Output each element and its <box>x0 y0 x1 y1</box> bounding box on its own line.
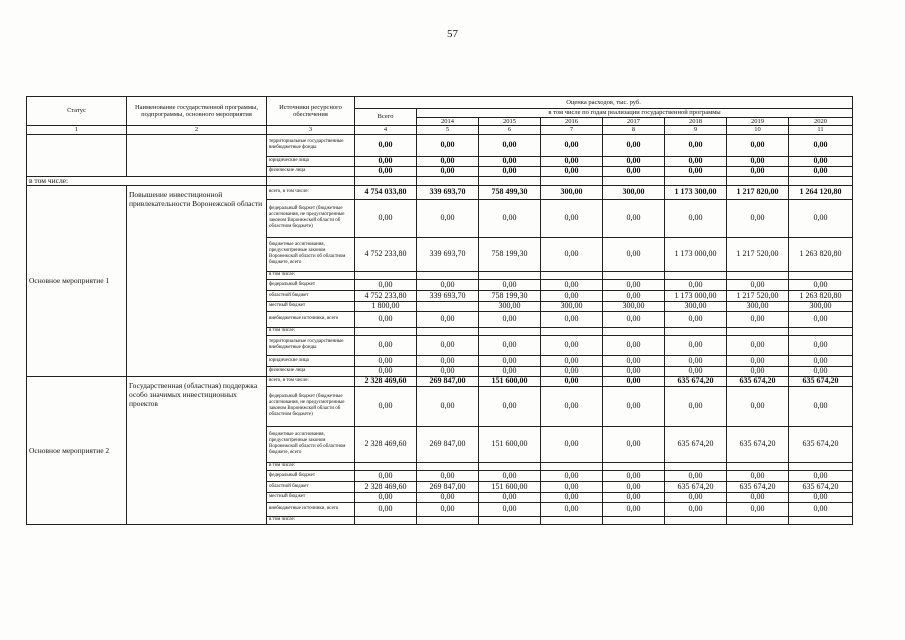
value-cell: 0,00 <box>727 311 789 327</box>
value-cell: 2 328 469,60 <box>355 376 417 386</box>
value-cell <box>603 516 665 524</box>
header-year: 2017 <box>603 117 665 126</box>
value-cell: 0,00 <box>727 386 789 426</box>
empty-cell <box>727 176 789 185</box>
value-cell: 0,00 <box>665 355 727 366</box>
value-cell <box>355 271 417 279</box>
value-cell: 0,00 <box>355 279 417 290</box>
value-cell: 0,00 <box>665 134 727 156</box>
value-cell <box>603 327 665 335</box>
source-cell: всего, в том числе: <box>267 185 355 199</box>
value-cell <box>355 462 417 470</box>
value-cell <box>479 327 541 335</box>
value-cell: 269 847,00 <box>417 426 479 462</box>
header-year: 2016 <box>541 117 603 126</box>
value-cell: 0,00 <box>541 386 603 426</box>
value-cell: 300,00 <box>665 301 727 311</box>
value-cell: 151 600,00 <box>479 481 541 492</box>
value-cell: 0,00 <box>789 166 853 176</box>
value-cell: 0,00 <box>541 492 603 502</box>
value-cell: 0,00 <box>665 311 727 327</box>
value-cell <box>479 516 541 524</box>
value-cell: 0,00 <box>541 311 603 327</box>
value-cell: 1 217 520,00 <box>727 237 789 271</box>
value-cell: 0,00 <box>541 166 603 176</box>
section-divider-row <box>27 176 853 185</box>
value-cell: 339 693,70 <box>417 237 479 271</box>
value-cell: 0,00 <box>541 237 603 271</box>
value-cell: 0,00 <box>665 166 727 176</box>
value-cell: 0,00 <box>479 492 541 502</box>
value-cell: 151 600,00 <box>479 426 541 462</box>
header-col-num: 9 <box>665 126 727 135</box>
value-cell: 0,00 <box>789 134 853 156</box>
value-cell: 0,00 <box>665 199 727 237</box>
value-cell: 0,00 <box>789 311 853 327</box>
header-col-num: 10 <box>727 126 789 135</box>
value-cell: 0,00 <box>479 134 541 156</box>
value-cell: 2 328 469,60 <box>355 481 417 492</box>
value-cell: 0,00 <box>603 335 665 355</box>
empty-cell <box>665 176 727 185</box>
value-cell: 0,00 <box>355 492 417 502</box>
value-cell: 0,00 <box>479 355 541 366</box>
value-cell: 0,00 <box>355 166 417 176</box>
value-cell: 0,00 <box>417 199 479 237</box>
header-colnum-row <box>27 126 853 135</box>
value-cell: 0,00 <box>603 199 665 237</box>
value-cell: 635 674,20 <box>665 376 727 386</box>
header-year: 2020 <box>789 117 853 126</box>
value-cell: 635 674,20 <box>789 376 853 386</box>
status-cell: Основное мероприятие 2 <box>27 376 127 524</box>
value-cell: 0,00 <box>727 502 789 516</box>
value-cell: 0,00 <box>789 366 853 376</box>
value-cell: 1 217 820,00 <box>727 185 789 199</box>
value-cell: 0,00 <box>665 156 727 166</box>
header-col-num: 8 <box>603 126 665 135</box>
header-year: 2018 <box>665 117 727 126</box>
value-cell: 0,00 <box>541 134 603 156</box>
header-col-num: 1 <box>27 126 127 135</box>
value-cell <box>417 327 479 335</box>
value-cell: 0,00 <box>603 492 665 502</box>
value-cell: 0,00 <box>541 366 603 376</box>
value-cell <box>541 516 603 524</box>
value-cell: 1 263 820,80 <box>789 237 853 271</box>
header-status: Статус <box>27 97 127 126</box>
value-cell: 1 264 120,80 <box>789 185 853 199</box>
value-cell: 0,00 <box>417 311 479 327</box>
value-cell <box>665 327 727 335</box>
value-cell <box>603 271 665 279</box>
value-cell: 300,00 <box>603 301 665 311</box>
value-cell: 2 328 469,60 <box>355 426 417 462</box>
value-cell: 0,00 <box>603 156 665 166</box>
empty-cell <box>267 176 355 185</box>
value-cell: 0,00 <box>665 366 727 376</box>
value-cell: 0,00 <box>479 156 541 166</box>
value-cell <box>541 462 603 470</box>
table-row <box>27 134 853 156</box>
value-cell: 0,00 <box>355 156 417 166</box>
header-col-num: 6 <box>479 126 541 135</box>
value-cell: 0,00 <box>603 470 665 481</box>
value-cell: 0,00 <box>603 426 665 462</box>
value-cell <box>417 271 479 279</box>
value-cell: 0,00 <box>727 355 789 366</box>
source-cell: юридические лица <box>267 355 355 366</box>
value-cell: 0,00 <box>727 335 789 355</box>
header-estimate: Оценка расходов, тыс. руб. <box>355 97 853 109</box>
value-cell: 635 674,20 <box>789 426 853 462</box>
header-source: Источники ресурсного обеспечения <box>267 97 355 126</box>
value-cell: 0,00 <box>417 166 479 176</box>
source-cell: местный бюджет <box>267 301 355 311</box>
table-row <box>27 185 853 199</box>
header-col-num: 11 <box>789 126 853 135</box>
value-cell: 0,00 <box>479 279 541 290</box>
source-cell: в том числе: <box>267 327 355 335</box>
value-cell: 0,00 <box>789 279 853 290</box>
value-cell: 0,00 <box>417 492 479 502</box>
value-cell: 0,00 <box>355 386 417 426</box>
value-cell: 0,00 <box>479 166 541 176</box>
name-cell: Государственная (областная) поддержка особо значимых инвестиционных проектов <box>127 376 267 524</box>
source-cell: федеральный бюджет (бюджетные ассигнования, не предусмотренные законом Воронежской области об областном бюджете) <box>267 199 355 237</box>
value-cell: 0,00 <box>603 366 665 376</box>
header-total: Всего <box>355 109 417 126</box>
value-cell: 0,00 <box>665 335 727 355</box>
value-cell: 0,00 <box>603 376 665 386</box>
source-cell: федеральный бюджет (бюджетные ассигнования, не предусмотренные законом Воронежской области об областном бюджете) <box>267 386 355 426</box>
value-cell: 0,00 <box>789 335 853 355</box>
value-cell: 269 847,00 <box>417 481 479 492</box>
value-cell: 0,00 <box>603 134 665 156</box>
value-cell: 300,00 <box>541 185 603 199</box>
value-cell: 4 752 233,80 <box>355 237 417 271</box>
source-cell: физические лица <box>267 366 355 376</box>
value-cell: 0,00 <box>727 279 789 290</box>
value-cell: 0,00 <box>727 366 789 376</box>
status-cell <box>27 134 127 176</box>
value-cell: 300,00 <box>789 301 853 311</box>
value-cell: 0,00 <box>665 492 727 502</box>
value-cell: 0,00 <box>479 470 541 481</box>
value-cell: 0,00 <box>417 134 479 156</box>
value-cell: 0,00 <box>541 199 603 237</box>
value-cell <box>665 462 727 470</box>
value-cell: 0,00 <box>541 426 603 462</box>
in-that-number-label: в том числе: <box>27 176 267 185</box>
source-cell: областной бюджет <box>267 290 355 301</box>
value-cell <box>541 271 603 279</box>
value-cell <box>479 462 541 470</box>
value-cell: 0,00 <box>727 470 789 481</box>
value-cell: 0,00 <box>479 366 541 376</box>
value-cell: 0,00 <box>417 502 479 516</box>
value-cell: 0,00 <box>355 199 417 237</box>
value-cell: 0,00 <box>541 376 603 386</box>
value-cell: 0,00 <box>479 502 541 516</box>
empty-cell <box>355 176 417 185</box>
value-cell <box>541 327 603 335</box>
value-cell: 0,00 <box>417 355 479 366</box>
value-cell: 1 173 000,00 <box>665 290 727 301</box>
value-cell <box>789 327 853 335</box>
value-cell: 1 263 820,80 <box>789 290 853 301</box>
value-cell: 0,00 <box>355 335 417 355</box>
header-year: 2015 <box>479 117 541 126</box>
value-cell <box>665 516 727 524</box>
value-cell: 0,00 <box>603 237 665 271</box>
status-cell: Основное мероприятие 1 <box>27 185 127 376</box>
table-row <box>27 376 853 386</box>
value-cell: 1 173 300,00 <box>665 185 727 199</box>
source-cell: юридические лица <box>267 156 355 166</box>
value-cell: 300,00 <box>603 185 665 199</box>
value-cell: 0,00 <box>541 156 603 166</box>
header-col-num: 4 <box>355 126 417 135</box>
header-year: 2014 <box>417 117 479 126</box>
value-cell: 0,00 <box>479 335 541 355</box>
value-cell: 300,00 <box>479 301 541 311</box>
value-cell: 0,00 <box>541 470 603 481</box>
source-cell: внебюджетные источники, всего <box>267 311 355 327</box>
value-cell: 635 674,20 <box>727 481 789 492</box>
value-cell <box>727 271 789 279</box>
header-col-num: 2 <box>127 126 267 135</box>
value-cell <box>355 516 417 524</box>
page-number: 57 <box>447 28 458 40</box>
value-cell: 0,00 <box>789 502 853 516</box>
value-cell: 0,00 <box>479 311 541 327</box>
value-cell <box>665 271 727 279</box>
source-cell: всего, в том числе: <box>267 376 355 386</box>
value-cell: 4 752 233,80 <box>355 290 417 301</box>
value-cell: 0,00 <box>603 290 665 301</box>
empty-cell <box>417 176 479 185</box>
empty-cell <box>789 176 853 185</box>
value-cell: 151 600,00 <box>479 376 541 386</box>
name-cell: Повышение инвестиционной привлекательности Воронежской области <box>127 185 267 376</box>
value-cell: 0,00 <box>603 502 665 516</box>
value-cell: 4 754 033,80 <box>355 185 417 199</box>
expenses-table <box>26 96 853 525</box>
value-cell <box>727 327 789 335</box>
value-cell: 300,00 <box>727 301 789 311</box>
value-cell: 0,00 <box>603 166 665 176</box>
source-cell: областной бюджет <box>267 481 355 492</box>
source-cell: в том числе: <box>267 462 355 470</box>
table-body <box>27 97 853 525</box>
value-cell: 0,00 <box>541 279 603 290</box>
value-cell: 0,00 <box>355 311 417 327</box>
value-cell: 0,00 <box>727 166 789 176</box>
value-cell: 0,00 <box>479 386 541 426</box>
value-cell: 339 693,70 <box>417 290 479 301</box>
value-cell: 758 199,30 <box>479 290 541 301</box>
value-cell <box>355 327 417 335</box>
value-cell: 758 499,30 <box>479 185 541 199</box>
source-cell: территориальные государственные внебюджетные фонды <box>267 335 355 355</box>
value-cell: 0,00 <box>355 366 417 376</box>
value-cell: 0,00 <box>541 290 603 301</box>
value-cell: 0,00 <box>541 335 603 355</box>
value-cell <box>479 271 541 279</box>
header-col-num: 7 <box>541 126 603 135</box>
value-cell <box>603 462 665 470</box>
value-cell: 339 693,70 <box>417 185 479 199</box>
value-cell: 0,00 <box>727 492 789 502</box>
value-cell: 0,00 <box>603 386 665 426</box>
value-cell: 635 674,20 <box>665 426 727 462</box>
value-cell: 0,00 <box>417 386 479 426</box>
value-cell <box>417 301 479 311</box>
header-name: Наименование государственной программы, подпрограммы, основного мероприятия <box>127 97 267 126</box>
value-cell: 1 800,00 <box>355 301 417 311</box>
value-cell: 0,00 <box>665 279 727 290</box>
value-cell: 0,00 <box>665 470 727 481</box>
value-cell <box>727 462 789 470</box>
source-cell: бюджетные ассигнования, предусмотренные законом Воронежской области об областном бюджете, всего <box>267 426 355 462</box>
value-cell: 0,00 <box>789 156 853 166</box>
value-cell: 0,00 <box>665 502 727 516</box>
source-cell: федеральный бюджет <box>267 279 355 290</box>
source-cell: в том числе: <box>267 271 355 279</box>
value-cell: 269 847,00 <box>417 376 479 386</box>
value-cell: 0,00 <box>417 335 479 355</box>
source-cell: территориальные государственные внебюджетные фонды <box>267 134 355 156</box>
value-cell: 0,00 <box>603 279 665 290</box>
value-cell: 0,00 <box>603 355 665 366</box>
value-cell: 1 173 000,00 <box>665 237 727 271</box>
value-cell: 758 199,30 <box>479 237 541 271</box>
value-cell: 1 217 520,00 <box>727 290 789 301</box>
source-cell: бюджетные ассигнования, предусмотренные законом Воронежской области об областном бюджете, всего <box>267 237 355 271</box>
value-cell: 0,00 <box>603 481 665 492</box>
value-cell: 0,00 <box>479 199 541 237</box>
empty-cell <box>479 176 541 185</box>
header-year: 2019 <box>727 117 789 126</box>
header-row-1 <box>27 97 853 109</box>
source-cell: федеральный бюджет <box>267 470 355 481</box>
header-by-years: в том числе по годам реализации государственной программы <box>417 109 853 118</box>
value-cell: 0,00 <box>727 134 789 156</box>
value-cell: 0,00 <box>355 502 417 516</box>
value-cell: 0,00 <box>417 470 479 481</box>
value-cell <box>417 462 479 470</box>
value-cell <box>417 516 479 524</box>
source-cell: внебюджетные источники, всего <box>267 502 355 516</box>
source-cell: местный бюджет <box>267 492 355 502</box>
value-cell: 0,00 <box>541 355 603 366</box>
empty-cell <box>603 176 665 185</box>
value-cell: 0,00 <box>417 366 479 376</box>
source-cell: в том числе: <box>267 516 355 524</box>
value-cell: 0,00 <box>355 134 417 156</box>
value-cell: 0,00 <box>417 156 479 166</box>
value-cell: 0,00 <box>789 355 853 366</box>
value-cell: 300,00 <box>541 301 603 311</box>
value-cell: 0,00 <box>789 492 853 502</box>
value-cell <box>727 516 789 524</box>
value-cell: 0,00 <box>355 355 417 366</box>
value-cell: 0,00 <box>603 311 665 327</box>
value-cell: 0,00 <box>789 386 853 426</box>
value-cell: 0,00 <box>727 156 789 166</box>
header-col-num: 5 <box>417 126 479 135</box>
value-cell <box>789 271 853 279</box>
source-cell: физические лица <box>267 166 355 176</box>
empty-cell <box>541 176 603 185</box>
value-cell: 0,00 <box>789 199 853 237</box>
header-col-num: 3 <box>267 126 355 135</box>
value-cell <box>789 516 853 524</box>
value-cell: 0,00 <box>417 279 479 290</box>
value-cell: 0,00 <box>355 470 417 481</box>
value-cell: 635 674,20 <box>789 481 853 492</box>
value-cell: 0,00 <box>789 470 853 481</box>
value-cell: 0,00 <box>541 502 603 516</box>
value-cell: 0,00 <box>727 199 789 237</box>
value-cell: 0,00 <box>665 386 727 426</box>
value-cell <box>789 462 853 470</box>
value-cell: 635 674,20 <box>665 481 727 492</box>
value-cell: 0,00 <box>541 481 603 492</box>
value-cell: 635 674,20 <box>727 376 789 386</box>
value-cell: 635 674,20 <box>727 426 789 462</box>
name-cell <box>127 134 267 176</box>
